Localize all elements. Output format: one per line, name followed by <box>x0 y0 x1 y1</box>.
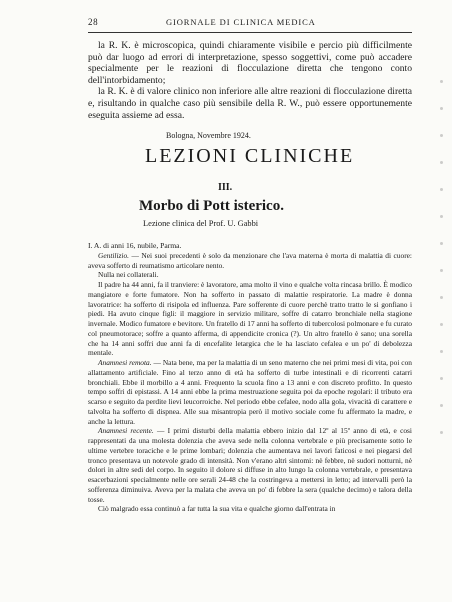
intro-paragraph: la R. K. è microscopica, quindi chiaramente visibile e percio più difficilmente può dar luogo ad errori di interpretazione, spesso soggettivi, come può accadere specialmente per le reazioni di flocculazione diretta che tengono conto dell'intorbidamento; <box>88 40 412 86</box>
patient-line: I. A. di anni 16, nubile, Parma. <box>88 241 182 250</box>
body-paragraph <box>88 280 412 358</box>
body-paragraph <box>88 504 412 514</box>
running-header <box>88 17 408 29</box>
body-paragraph <box>88 426 412 504</box>
lecture-body <box>88 241 412 514</box>
body-paragraph <box>88 270 412 280</box>
paragraph-text: Il padre ha 44 anni, fa il tranviere: è lavoratore, ama molto il vino e qualche volta rincasa brillo. È modico mangiatore e forte fumatore. Non ha sofferto in passato di malattie respiratorie. La madre è donna lavoratrice: ha sofferto di risipola ed influenza. Pare sofferente di cuore perchè tratto tratto le si gonfiano i piedi. Ha avuto cinque figli: il maggiore in servizio militare, soffre di catarro bronchiale nella stagione invernale. Modico fumatore e bevitore. Un fratello di 17 anni ha sofferto di tubercolosi polmonare e fu curato col pneumotorace; soffre a quanto afferma, di appendicite cronica (?). Un altro fratello è sano; una sorella che ha 14 anni soffri due anni fa di encefalite letargica che le ha lasciato cefalea e un po' di debolezza mentale. <box>88 280 412 358</box>
journal-title: GIORNALE DI CLINICA MEDICA <box>166 17 316 27</box>
signoff-date: Bologna, Novembre 1924. <box>166 131 251 140</box>
section-title: LEZIONI CLINICHE <box>145 145 355 167</box>
lecture-number: III. <box>218 182 233 193</box>
body-paragraph <box>88 251 412 271</box>
paragraph-lead: Anamnesi recente. <box>98 426 154 436</box>
lecture-title: Morbo di Pott isterico. <box>139 198 284 214</box>
lecturer-line: Lezione clinica del Prof. U. Gabbi <box>143 219 259 228</box>
body-paragraph <box>88 358 412 426</box>
paragraph-lead: Anamnesi remota. <box>98 358 152 367</box>
intro-paragraph: la R. K. è di valore clinico non inferiore alle altre reazioni di flocculazione diretta e, risultando in qualche caso più sensibile della R. W., può essere opportunemente eseguita assieme ad essa. <box>88 86 412 121</box>
paragraph-text: Nulla nei collaterali. <box>98 270 159 280</box>
paragraph-text: Ciò malgrado essa continuò a far tutta la sua vita e qualche giorno dall'entrata in <box>98 504 336 514</box>
intro-conclusions <box>88 40 412 121</box>
paragraph-lead: Gentilizio. <box>98 250 129 260</box>
paragraph-text: — I primi disturbi della malattia ebbero inizio dal 12º al 15º anno di età, e cosi rappresentati da una molesta dolenzia che aveva sede nella colonna vertebrale e più precisamente sotto le ultime vertebre toraciche e le prime lombari; dolenzia che aumentava nei lavori faticosi e nei piegarsi del tronco presentava un notevole grado di intensità. Non v'erano altri sintomi: nè febbre, nè sudori notturni, nè dolori in altre sedi del corpo. In seguito il dolore si diffuse in alto lungo la colonna vertebrale, e presentava esacerbazioni specialmente nelle ore serali 24-48 che la costringeva a mettersi in letto; ad intervalli però la sofferenza diminuiva. Aveva per la malata che aveva un po' di febbre la sera (qualche decimo) e talora della tosse. <box>88 426 412 504</box>
page-number: 28 <box>88 17 99 27</box>
paragraph-text: — Nata bene, ma per la malattia di un seno materno che nei primi mesi di vita, poi con allattamento artificiale. Fino al terzo anno di età ha sofferto di turbe intestinali e di ricorrenti catarri bronchiali. Ebbe il morbillo a 4 anni. Frequento la scuola fino a 13 anni e con discreto profitto. In questo tempo soffri di epistassi. A 14 anni ebbe la prima mestruazione seguita poi da epoche regolari: il tributo era scarso e seguito da perdite lievi leucorroiche. Nel periodo ebbe cefalee, nodo alla gola, vivacità di carattere e talvolta ha sofferto di dispnea. Alle sua misantropia però il motivo sociale come fu affermato la madre, e anche la lettura. <box>88 358 412 426</box>
margin-specks <box>438 80 446 440</box>
header-rule <box>88 32 412 33</box>
paragraph-text: — Nei suoi precedenti è solo da menzionare che l'ava materna è morta di malattia di cuore: aveva sofferto di reumatismo articolare nento. <box>88 250 412 270</box>
